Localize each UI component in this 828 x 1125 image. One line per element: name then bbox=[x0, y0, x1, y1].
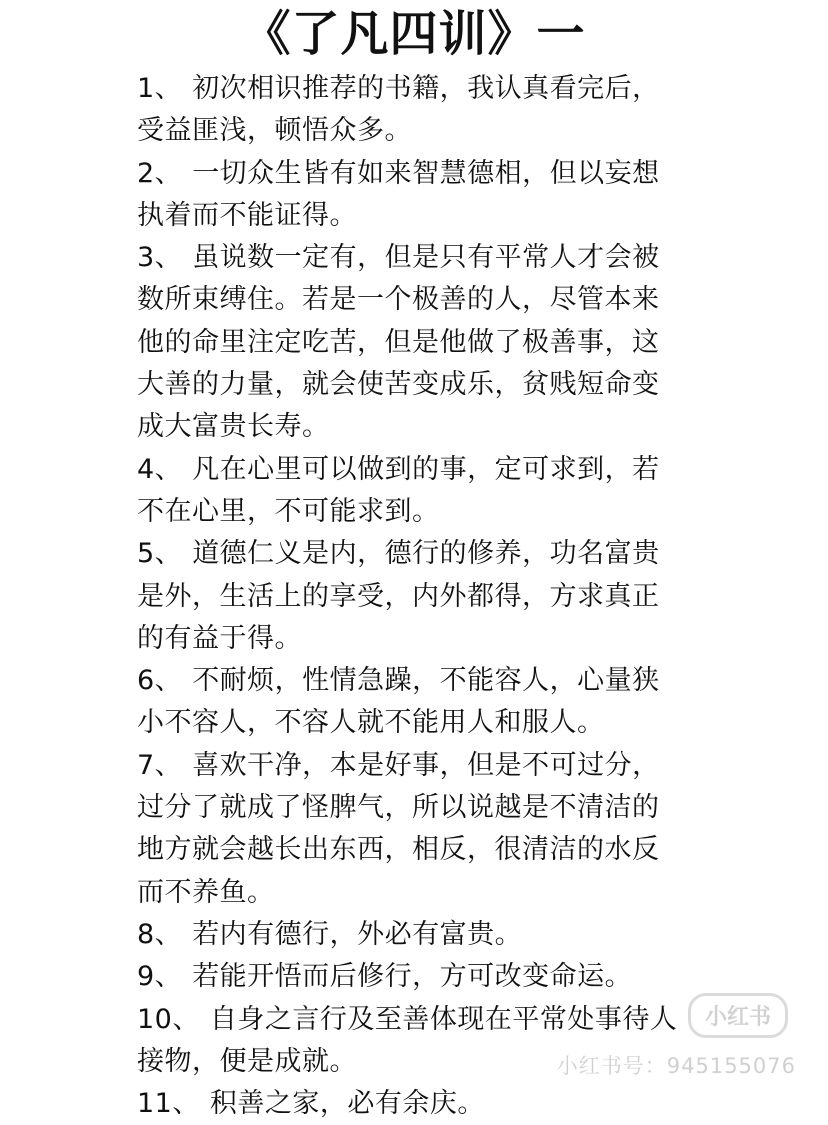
list-item-text: 接物，便是成就。 bbox=[137, 1045, 357, 1077]
list-item-line bbox=[137, 533, 717, 575]
list-item-text: 若内有德行，外必有富贵。 bbox=[192, 918, 523, 950]
list-item-line bbox=[137, 364, 717, 406]
list-item-text: 凡在心里可以做到的事，定可求到，若 bbox=[192, 453, 660, 485]
list-item bbox=[137, 660, 717, 745]
list-item bbox=[137, 745, 717, 914]
list-item-line bbox=[137, 110, 717, 152]
list-item bbox=[137, 449, 717, 534]
list-item-line bbox=[137, 195, 717, 237]
list-item-number: 11、 bbox=[137, 1088, 200, 1120]
list-item-line bbox=[137, 829, 717, 871]
list-item-line bbox=[137, 68, 717, 110]
list-item-number: 4、 bbox=[137, 453, 183, 485]
list-item-text: 一切众生皆有如来智慧德相，但以妄想 bbox=[192, 157, 660, 189]
list-item-line bbox=[137, 491, 717, 533]
list-item-text: 不在心里，不可能求到。 bbox=[137, 495, 440, 527]
watermark-logo: 小红书 bbox=[688, 993, 788, 1038]
list-item-text: 成大富贵长寿。 bbox=[137, 411, 330, 443]
list-item-text: 而不养鱼。 bbox=[137, 876, 275, 908]
list-item-line bbox=[137, 914, 717, 956]
list-item-text: 初次相识推荐的书籍，我认真看完后， bbox=[192, 73, 660, 104]
list-item-text: 虽说数一定有，但是只有平常人才会被 bbox=[192, 242, 660, 274]
list-item-number: 6、 bbox=[137, 665, 183, 697]
list-item bbox=[137, 237, 717, 448]
list-item-text: 道德仁义是内，德行的修养，功名富贵 bbox=[192, 538, 660, 570]
list-item-text: 受益匪浅，顿悟众多。 bbox=[137, 115, 412, 147]
list-item-number: 5、 bbox=[137, 538, 183, 570]
list-item-line bbox=[137, 872, 717, 914]
list-item-line bbox=[137, 576, 717, 618]
watermark bbox=[557, 993, 796, 1080]
list-item-text: 自身之言行及至善体现在平常处事待人 bbox=[209, 1003, 678, 1035]
list-item-line bbox=[137, 618, 717, 660]
list-item-number: 7、 bbox=[137, 749, 183, 781]
list-item-text: 大善的力量，就会使苦变成乐，贫贱短命变 bbox=[137, 369, 660, 401]
list-item-number: 3、 bbox=[137, 242, 183, 274]
list-item bbox=[137, 914, 717, 956]
list-item-line bbox=[137, 153, 717, 195]
page-title: 《了凡四训》一 bbox=[242, 6, 586, 62]
list-item-number: 1、 bbox=[137, 73, 183, 104]
list-item-text: 地方就会越长出东西，相反，很清洁的水反 bbox=[137, 834, 660, 866]
list-item-line bbox=[137, 322, 717, 364]
list-item-text: 小不容人，不容人就不能用人和服人。 bbox=[137, 707, 605, 739]
list-item-line bbox=[137, 787, 717, 829]
list-item bbox=[137, 533, 717, 660]
quote-list bbox=[137, 68, 717, 1125]
list-item-line bbox=[137, 406, 717, 448]
list-item-text: 喜欢干净，本是好事，但是不可过分， bbox=[192, 749, 660, 781]
list-item-line bbox=[137, 237, 717, 279]
watermark-id: 小红书号：945155076 bbox=[556, 1054, 796, 1078]
list-item-text: 执着而不能证得。 bbox=[137, 199, 357, 231]
list-item-text: 积善之家，必有余庆。 bbox=[209, 1088, 485, 1120]
list-item-line bbox=[137, 279, 717, 321]
list-item-line bbox=[137, 449, 717, 491]
list-item bbox=[137, 68, 717, 153]
list-item-line bbox=[137, 702, 717, 744]
list-item-text: 是外，生活上的享受，内外都得，方求真正 bbox=[137, 580, 660, 612]
list-item-text: 数所束缚住。若是一个极善的人，尽管本来 bbox=[137, 284, 660, 316]
list-item-number: 2、 bbox=[137, 157, 183, 189]
list-item bbox=[137, 1083, 717, 1125]
list-item-text: 不耐烦，性情急躁，不能容人，心量狭 bbox=[192, 665, 660, 697]
list-item-number: 8、 bbox=[137, 918, 183, 950]
list-item-line bbox=[137, 1083, 717, 1125]
list-item-text: 的有益于得。 bbox=[137, 622, 302, 654]
list-item-line bbox=[137, 660, 717, 702]
list-item-number: 9、 bbox=[137, 961, 183, 993]
list-item-text: 若能开悟而后修行，方可改变命运。 bbox=[192, 961, 633, 993]
list-item bbox=[137, 153, 717, 238]
list-item-number: 10、 bbox=[137, 1003, 200, 1035]
list-item-text: 他的命里注定吃苦，但是他做了极善事，这 bbox=[137, 326, 660, 358]
list-item-line bbox=[137, 745, 717, 787]
list-item-text: 过分了就成了怪脾气，所以说越是不清洁的 bbox=[137, 792, 660, 824]
